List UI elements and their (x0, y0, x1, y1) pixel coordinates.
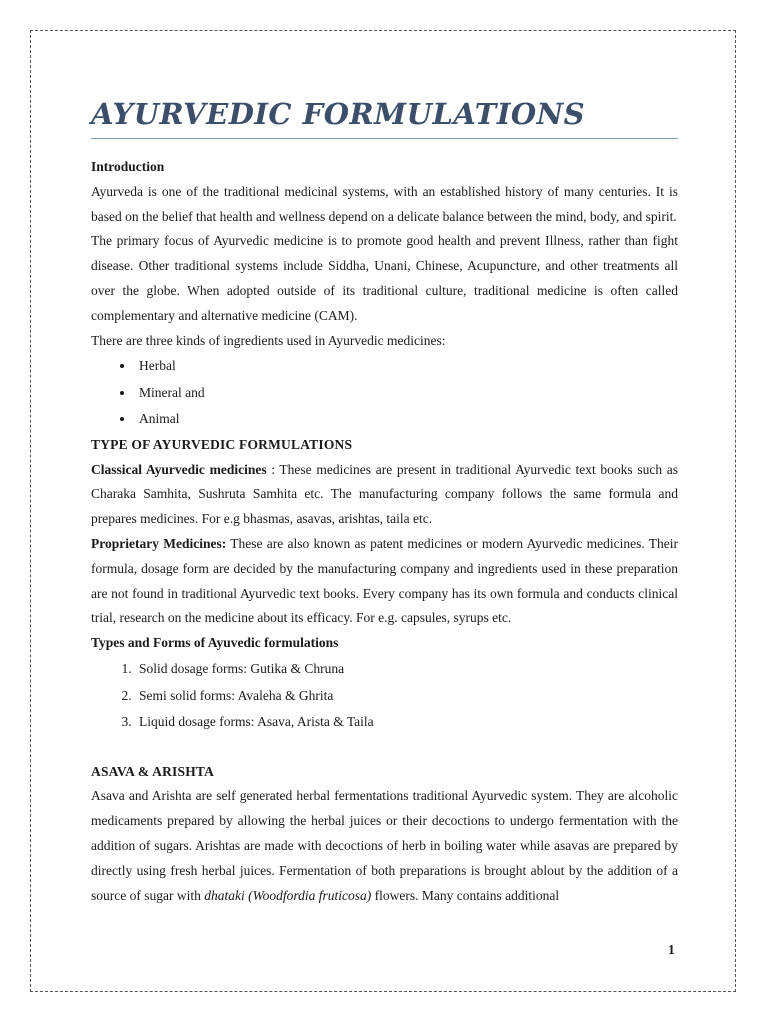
asava-heading: ASAVA & ARISHTA (91, 763, 215, 779)
intro-paragraph-1: Ayurveda is one of the traditional medicinal systems, with an established history of many centuries. It is based on the belief that health and wellness depend on a delicate balance between the mind, body, and spirit. (91, 183, 678, 224)
proprietary-paragraph (91, 532, 678, 631)
list-item: 2. Semi solid forms: Avaleha & Ghrita (135, 683, 678, 710)
ingredients-list (91, 353, 678, 433)
intro-paragraph-2: The primary focus of Ayurvedic medicine is to promote good health and prevent Illness, rather than fight disease. Other traditional systems include Siddha, Unani, Chinese, Acupuncture, and other treatments all over the globe. When adopted outside of its traditional culture, traditional medicine is often called complementary and alternative medicine (CAM). (91, 233, 678, 323)
proprietary-text: These are also known as patent medicines or modern Ayurvedic medicines. Their formula, dosage form are decided by the manufacturing company and ingredients used in these preparation are not found in traditional Ayurvedic text books. Every company has its own formula and conducts clinical trial, research on the medicine about its efficacy. For e.g. capsules, syrups etc. (91, 536, 678, 626)
forms-heading: Types and Forms of Ayuvedic formulations (91, 635, 339, 651)
list-item: 1. Solid dosage forms: Gutika & Chruna (135, 656, 678, 683)
asava-italic-text: dhataki (Woodfordia fruticosa) (204, 887, 372, 903)
classical-text: : These medicines are present in traditional Ayurvedic text books such as Charaka Samhita, Sushruta Samhita etc. The manufacturing company follows the same formula and prepares medicines. For e.g bhasmas, asavas, arishtas, taila etc. (91, 461, 678, 527)
list-item: • Animal (135, 406, 678, 433)
classical-label: Classical Ayurvedic medicines (91, 461, 267, 477)
list-item: • Herbal (135, 353, 678, 380)
intro-heading: Introduction (91, 159, 165, 174)
document-title: AYURVEDIC FORMULATIONS (91, 92, 678, 139)
asava-text-b: flowers. Many contains additional (371, 887, 560, 903)
forms-list (91, 656, 678, 736)
proprietary-label: Proprietary Medicines: (91, 536, 227, 552)
page-number: 1 (668, 942, 675, 957)
intro-paragraph-3: There are three kinds of ingredients used in Ayurvedic medicines: (91, 332, 446, 348)
document-body (91, 92, 678, 908)
asava-text-a: Asava and Arishta are self generated herbal fermentations traditional Ayurvedic system. They are alcoholic medicaments prepared by allowing the herbal juices or their decoctions to undergo fermentation with the addition of sugars. Arishtas are made with decoctions of herb in boiling water while asavas are prepared by directly using fresh herbal juices. Fermentation of both preparations is brought ablout by the addition of a source of sugar with (91, 788, 678, 903)
list-item: 3. Liquid dosage forms: Asava, Arista & Taila (135, 709, 678, 736)
asava-paragraph (91, 784, 678, 908)
types-heading: TYPE OF AYURVEDIC FORMULATIONS (91, 436, 353, 452)
classical-paragraph (91, 458, 678, 532)
list-item: • Mineral and (135, 380, 678, 407)
